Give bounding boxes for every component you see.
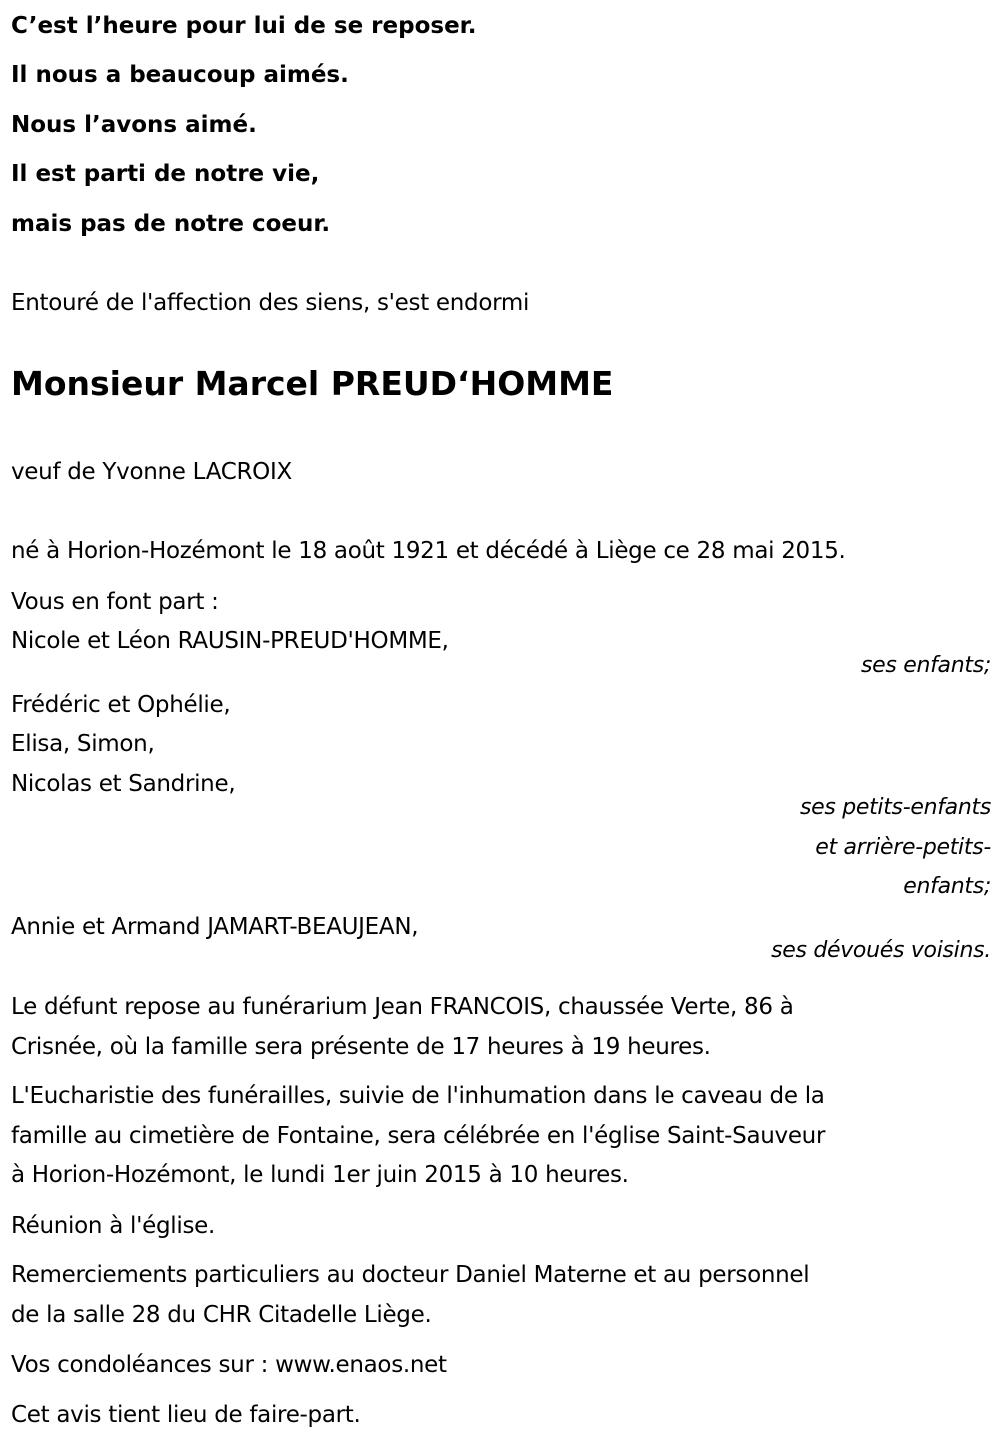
closing-text: Cet avis tient lieu de faire-part. <box>11 1402 361 1428</box>
text-line: Le défunt repose au funérarium Jean FRANCOIS, chaussée Verte, 86 à <box>11 994 794 1020</box>
text-line: L'Eucharistie des funérailles, suivie de l'inhumation dans le caveau de la <box>11 1083 825 1109</box>
family-name: Frédéric et Ophélie, <box>11 692 231 718</box>
family-relation: ses enfants; <box>860 653 991 678</box>
spouse-text: veuf de Yvonne LACROIX <box>11 459 292 485</box>
family-relation: et arrière-petits- <box>815 835 991 860</box>
family-relation: ses dévoués voisins. <box>771 938 991 963</box>
intro-text: Entouré de l'affection des siens, s'est endormi <box>11 290 530 316</box>
family-relation: enfants; <box>903 874 991 899</box>
announcers-intro: Vous en font part : <box>11 589 219 615</box>
poem-line: Il nous a beaucoup aimés. <box>11 62 349 88</box>
text-line: famille au cimetière de Fontaine, sera célébrée en l'église Saint-Sauveur <box>11 1123 826 1149</box>
birth-death-text: né à Horion-Hozémont le 18 août 1921 et décédé à Liège ce 28 mai 2015. <box>11 538 846 564</box>
family-relation: ses petits-enfants <box>799 795 991 820</box>
poem-line: mais pas de notre coeur. <box>11 211 331 237</box>
deceased-name: Monsieur Marcel PREUD‘HOMME <box>11 364 614 403</box>
condolences-text: Vos condoléances sur : www.enaos.net <box>11 1352 447 1378</box>
poem-line: Il est parti de notre vie, <box>11 161 320 187</box>
text-line: Remerciements particuliers au docteur Daniel Materne et au personnel <box>11 1262 810 1288</box>
poem-line: C’est l’heure pour lui de se reposer. <box>11 13 477 39</box>
meeting-text: Réunion à l'église. <box>11 1213 215 1239</box>
family-name: Nicole et Léon RAUSIN-PREUD'HOMME, <box>11 628 449 654</box>
family-name: Nicolas et Sandrine, <box>11 771 236 797</box>
family-name: Annie et Armand JAMART-BEAUJEAN, <box>11 914 419 940</box>
poem-line: Nous l’avons aimé. <box>11 112 257 138</box>
text-line: Crisnée, où la famille sera présente de 17 heures à 19 heures. <box>11 1034 711 1060</box>
text-line: à Horion-Hozémont, le lundi 1er juin 2015 à 10 heures. <box>11 1162 629 1188</box>
text-line: de la salle 28 du CHR Citadelle Liège. <box>11 1302 432 1328</box>
family-name: Elisa, Simon, <box>11 731 155 757</box>
